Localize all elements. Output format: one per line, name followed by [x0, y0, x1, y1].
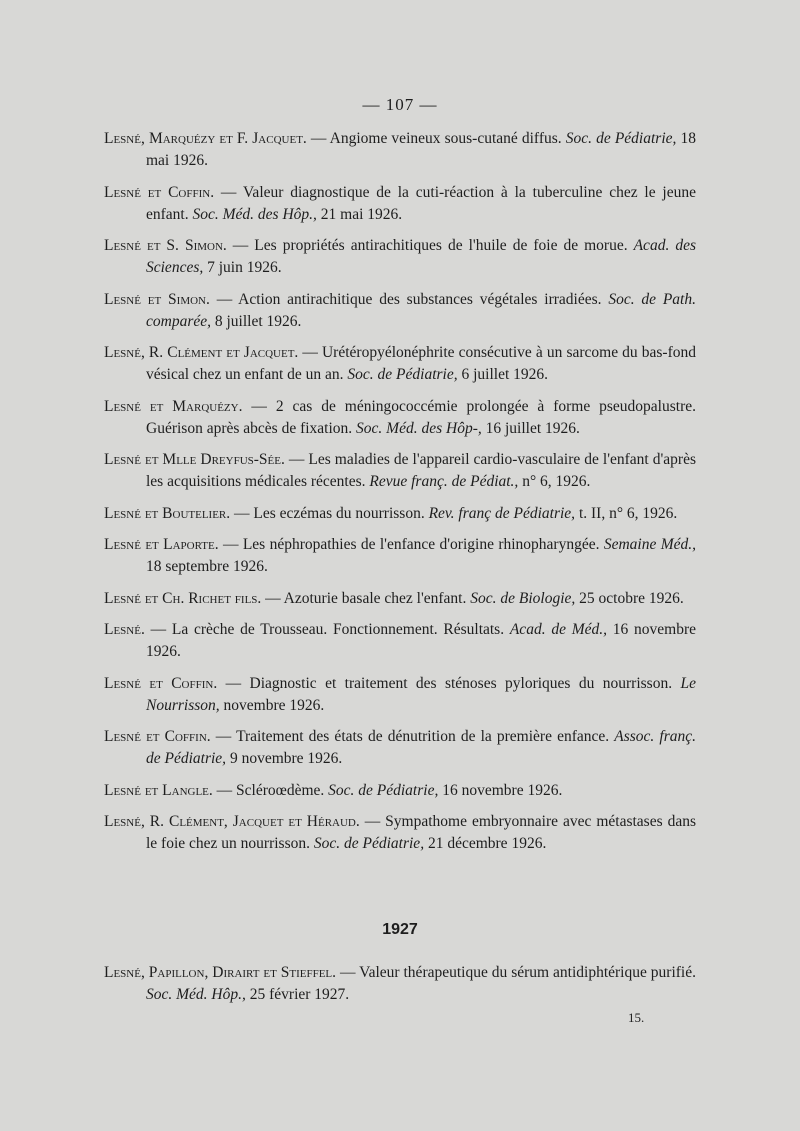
entry-source: Soc. de Pédiatrie, [565, 130, 677, 147]
entry-authors: Lesné et Coffin. [104, 728, 211, 745]
entry-source: Acad. des Sciences, [146, 237, 696, 276]
entry-source: Le Nourrisson, [146, 674, 696, 714]
entry-title: — Les propriétés antirachitiques de l'huile de foie de morue. [226, 237, 634, 254]
bibliography-entry [104, 673, 696, 717]
entry-source: Soc. Méd. des Hôp., [192, 205, 317, 223]
entry-date: 21 mai 1926. [316, 205, 403, 223]
entry-authors: Lesné, R. Clément, Jacquet et Héraud. [104, 813, 360, 830]
entry-authors: Lesné et Marquézy. [104, 397, 243, 415]
entry-source: Soc. de Pédiatrie, [313, 835, 425, 852]
entry-source: Assoc. franç. de Pédiatrie, [146, 728, 696, 767]
entry-date: 6 juillet 1926. [457, 366, 549, 383]
entry-source: Soc. Méd. Hôp., [146, 986, 246, 1003]
bibliography-entry [104, 962, 696, 1006]
entry-authors: Lesné, Papillon, Dirairt et Stieffel. [104, 964, 337, 981]
entry-source: Soc. de Pédiatrie, [347, 366, 458, 383]
entry-title: — Traitement des états de dénutrition de la première enfance. [210, 728, 615, 745]
bibliography-entry [104, 780, 696, 802]
entry-title: — Azoturie basale chez l'enfant. [261, 589, 471, 607]
entry-source: Soc. de Path. comparée, [146, 290, 696, 330]
entry-date: 25 octobre 1926. [575, 589, 684, 607]
bibliography-entry [104, 503, 696, 525]
bibliography-entry [104, 726, 696, 770]
entry-authors: Lesné et Coffin. [104, 183, 215, 201]
bibliography-entry [104, 128, 696, 172]
entry-date: 18 septembre 1926. [146, 558, 268, 575]
entry-title: — Les eczémas du nourrisson. [230, 504, 429, 522]
entry-authors: Lesné et Simon. [104, 290, 210, 308]
entry-authors: Lesné et S. Simon. [104, 237, 227, 254]
entry-title: — Valeur diagnostique de la cuti-réaction à la tuberculine chez le jeune enfant. [146, 183, 696, 223]
entry-date: novembre 1926. [219, 696, 325, 714]
entry-title: — Diagnostic et traitement des sténoses pyloriques du nourrisson. [217, 674, 681, 692]
entry-source: Soc. de Biologie, [470, 589, 576, 607]
entry-source: Soc. de Pédiatrie, [328, 781, 439, 799]
entry-date: 9 novembre 1926. [226, 750, 343, 767]
entry-authors: Lesné, Marquézy et F. Jacquet. [104, 130, 307, 147]
entry-source: Semaine Méd., [603, 536, 697, 553]
entry-date: 25 février 1927. [245, 986, 350, 1003]
entry-title: — Les néphropathies de l'enfance d'origine rhinopharyngée. [218, 536, 604, 553]
entry-date: 16 novembre 1926. [146, 621, 696, 660]
bibliography-entry [104, 588, 696, 610]
entry-title: — 2 cas de méningococcémie prolongée à forme pseudopalustre. Guérison après abcès de fixation. [146, 397, 696, 437]
bibliography-entry [104, 289, 696, 333]
entry-date: 16 juillet 1926. [481, 419, 580, 437]
entry-authors: Lesné et Coffin. [104, 674, 218, 692]
entry-authors: Lesné et Langle. [104, 781, 213, 799]
bibliography-list-1927 [104, 962, 696, 1016]
entry-authors: Lesné et Laporte. [104, 536, 219, 553]
bibliography-entry [104, 449, 696, 493]
entry-source: Rev. franç de Pédiatrie, [428, 504, 576, 522]
entry-date: 21 décembre 1926. [424, 835, 547, 852]
entry-title: — La crèche de Trousseau. Fonctionnement. Résultats. [144, 621, 510, 638]
entry-date: 16 novembre 1926. [438, 781, 563, 799]
bibliography-entry [104, 396, 696, 440]
bibliography-entry [104, 182, 696, 226]
entry-authors: Lesné. [104, 621, 145, 638]
entry-title: — Angiome veineux sous-cutané diffus. [306, 130, 566, 147]
entry-title: — Sympathome embryonnaire avec métastases dans le foie chez un nourrisson. [146, 813, 697, 852]
entry-source: Acad. de Méd., [509, 621, 607, 638]
entry-source: Soc. Méd. des Hôp-, [356, 419, 482, 437]
entry-title: — Scléroœdème. [212, 781, 329, 799]
bibliography-entry [104, 534, 696, 578]
entry-authors: Lesné et Mlle Dreyfus-Sée. [104, 451, 285, 468]
bibliography-entry [104, 342, 696, 386]
entry-title: — Urétéropyélonéphrite consécutive à un sarcome du bas-fond vésical chez un enfant de un an. [146, 344, 696, 383]
bibliography-entry [104, 235, 696, 279]
page-number: — 107 — [362, 95, 438, 114]
signature-mark: 15. [628, 1010, 645, 1025]
bibliography-list-1926 [104, 128, 696, 865]
entry-date: 18 mai 1926. [146, 130, 696, 169]
entry-title: — Action antirachitique des substances végétales irradiées. [209, 290, 609, 308]
entry-date: n° 6, 1926. [518, 473, 591, 490]
year-heading: 1927 [382, 921, 418, 938]
bibliography-entry [104, 811, 696, 855]
entry-date: t. II, n° 6, 1926. [575, 504, 678, 522]
entry-date: 8 juillet 1926. [211, 312, 302, 330]
entry-authors: Lesné et Boutelier. [104, 504, 231, 522]
entry-authors: Lesné et Ch. Richet fils. [104, 589, 262, 607]
entry-title: — Les maladies de l'appareil cardio-vasculaire de l'enfant d'après les acquisitions médicales récentes. [146, 451, 696, 490]
entry-date: 7 juin 1926. [203, 259, 282, 276]
bibliography-entry [104, 619, 696, 663]
entry-title: — Valeur thérapeutique du sérum antidiphtérique purifié. [336, 964, 696, 981]
entry-source: Revue franç. de Pédiat., [369, 473, 519, 490]
entry-authors: Lesné, R. Clément et Jacquet. [104, 344, 299, 361]
